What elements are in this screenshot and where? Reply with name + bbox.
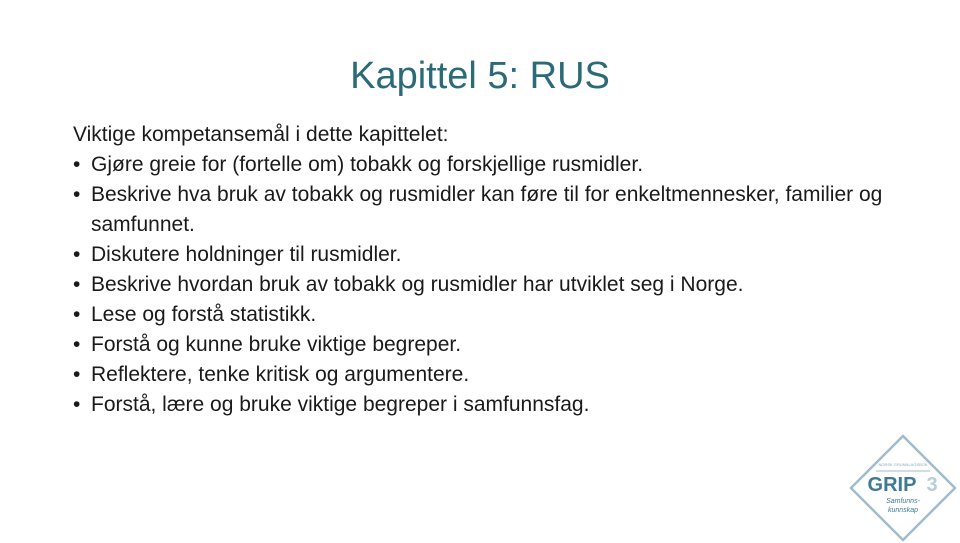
slide-title: Kapittel 5: RUS <box>350 55 610 97</box>
bullet-icon: • <box>73 393 81 417</box>
intro-text: Viktige kompetansemål i dette kapittelet: <box>73 123 449 146</box>
list-item: • Gjøre greie for (fortelle om) tobakk og forskjellige rusmidler. <box>73 150 913 180</box>
list-item: • Forstå og kunne bruke viktige begreper. <box>73 330 913 360</box>
logo-subtitle-1: Samfunns- <box>886 498 920 505</box>
bullet-icon: • <box>73 183 81 207</box>
list-item: • Diskutere holdninger til rusmidler. <box>73 240 913 270</box>
bullet-icon: • <box>73 303 81 327</box>
logo-subtitle-2: kunnskap <box>888 507 918 514</box>
logo-top-text: NORSK GRUNNLAGSBOK <box>878 462 928 467</box>
list-item: • Reflektere, tenke kritisk og argumentere. <box>73 360 913 390</box>
list-item: • Lese og forstå statistikk. <box>73 300 913 330</box>
bullet-icon: • <box>73 153 81 177</box>
list-item: • Beskrive hvordan bruk av tobakk og rusmidler har utviklet seg i Norge. <box>73 270 913 300</box>
bullet-icon: • <box>73 273 81 297</box>
goal-list <box>73 150 913 420</box>
list-item: • Beskrive hva bruk av tobakk og rusmidler kan føre til for enkeltmennesker, familier og samfunnet. <box>73 180 913 240</box>
bullet-icon: • <box>73 363 81 387</box>
grip3-logo <box>848 433 958 543</box>
bullet-icon: • <box>73 243 81 267</box>
slide-content <box>73 120 913 420</box>
logo-name: GRIP <box>867 474 917 496</box>
bullet-icon: • <box>73 333 81 357</box>
logo-number: 3 <box>926 474 938 496</box>
list-item: • Forstå, lære og bruke viktige begreper i samfunnsfag. <box>73 390 913 420</box>
